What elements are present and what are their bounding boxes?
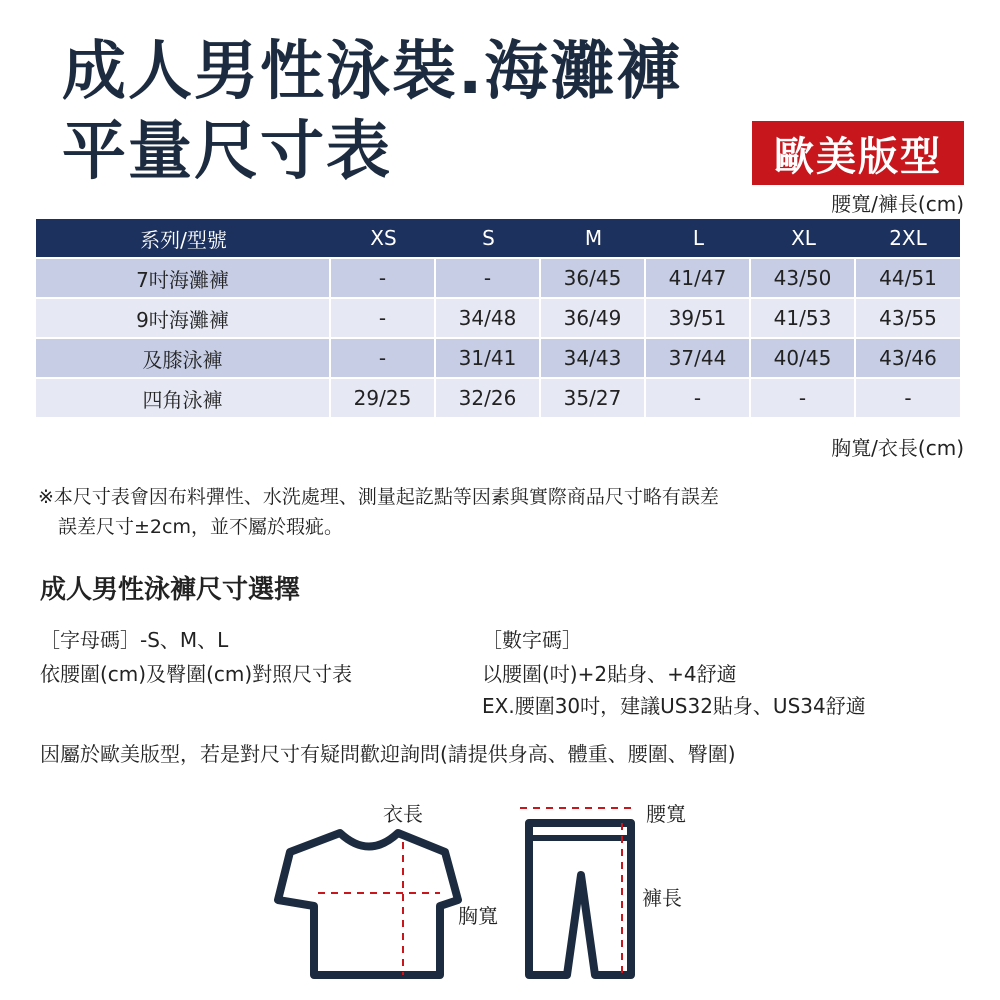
table-cell: 34/43 (541, 337, 646, 377)
table-cell: 37/44 (646, 337, 751, 377)
table-cell: - (331, 297, 436, 337)
size-table-header (36, 219, 960, 257)
letter-code-desc: 依腰圍(cm)及臀圍(cm)對照尺寸表 (40, 662, 353, 686)
table-cell: 41/47 (646, 257, 751, 297)
table-cell: - (751, 377, 856, 417)
table-row (36, 297, 960, 337)
header-l: L (646, 219, 751, 257)
table-cell: - (856, 377, 960, 417)
table-cell: 44/51 (856, 257, 960, 297)
table-cell: 32/26 (436, 377, 541, 417)
header-xl: XL (751, 219, 856, 257)
table-row (36, 257, 960, 297)
label-chest-width: 胸寬 (458, 904, 498, 928)
table-cell: 43/55 (856, 297, 960, 337)
disclaimer-line-2: 誤差尺寸±2cm，並不屬於瑕疵。 (58, 516, 343, 538)
table-cell: 29/25 (331, 377, 436, 417)
table-cell: - (331, 337, 436, 377)
header-series: 系列/型號 (36, 219, 331, 257)
number-code-line-1: 以腰圍(吋)+2貼身、+4舒適 (482, 662, 737, 686)
table-cell: 40/45 (751, 337, 856, 377)
inquiry-note: 因屬於歐美版型，若是對尺寸有疑問歡迎詢問(請提供身高、體重、腰圍、臀圍) (40, 742, 736, 766)
title-line-2: 平量尺寸表 (62, 115, 392, 189)
header-m: M (541, 219, 646, 257)
measurement-diagram (0, 780, 1000, 1000)
size-table (36, 219, 960, 417)
tshirt-icon (278, 833, 458, 975)
table-cell: 31/41 (436, 337, 541, 377)
row-label: 及膝泳褲 (36, 337, 331, 377)
table-cell: 39/51 (646, 297, 751, 337)
table-cell: 36/45 (541, 257, 646, 297)
table-row (36, 377, 960, 417)
unit-label-waist-length: 腰寬/褲長(cm) (831, 192, 964, 216)
header-2xl: 2XL (856, 219, 960, 257)
pants-icon (529, 823, 631, 975)
table-row (36, 337, 960, 377)
table-cell: - (331, 257, 436, 297)
letter-code-heading: ［字母碼］-S、M、L (40, 628, 229, 652)
row-label: 7吋海灘褲 (36, 257, 331, 297)
euro-fit-badge: 歐美版型 (752, 121, 964, 185)
unit-label-chest-length: 胸寬/衣長(cm) (831, 436, 964, 460)
label-shirt-length: 衣長 (383, 802, 423, 826)
table-cell: 35/27 (541, 377, 646, 417)
table-cell: 43/46 (856, 337, 960, 377)
row-label: 四角泳褲 (36, 377, 331, 417)
table-cell: 34/48 (436, 297, 541, 337)
header-xs: XS (331, 219, 436, 257)
number-code-heading: ［數字碼］ (482, 628, 582, 652)
table-cell: - (436, 257, 541, 297)
table-cell: 43/50 (751, 257, 856, 297)
label-pants-length: 褲長 (642, 886, 682, 910)
row-label: 9吋海灘褲 (36, 297, 331, 337)
label-waist-width: 腰寬 (646, 802, 686, 826)
disclaimer-line-1: ※本尺寸表會因布料彈性、水洗處理、測量起訖點等因素與實際商品尺寸略有誤差 (38, 486, 719, 508)
table-cell: - (646, 377, 751, 417)
table-cell: 41/53 (751, 297, 856, 337)
title-line-1: 成人男性泳裝.海灘褲 (62, 35, 683, 109)
number-code-line-2: EX.腰圍30吋，建議US32貼身、US34舒適 (482, 694, 866, 718)
section-title: 成人男性泳褲尺寸選擇 (40, 575, 301, 605)
header-s: S (436, 219, 541, 257)
table-cell: 36/49 (541, 297, 646, 337)
